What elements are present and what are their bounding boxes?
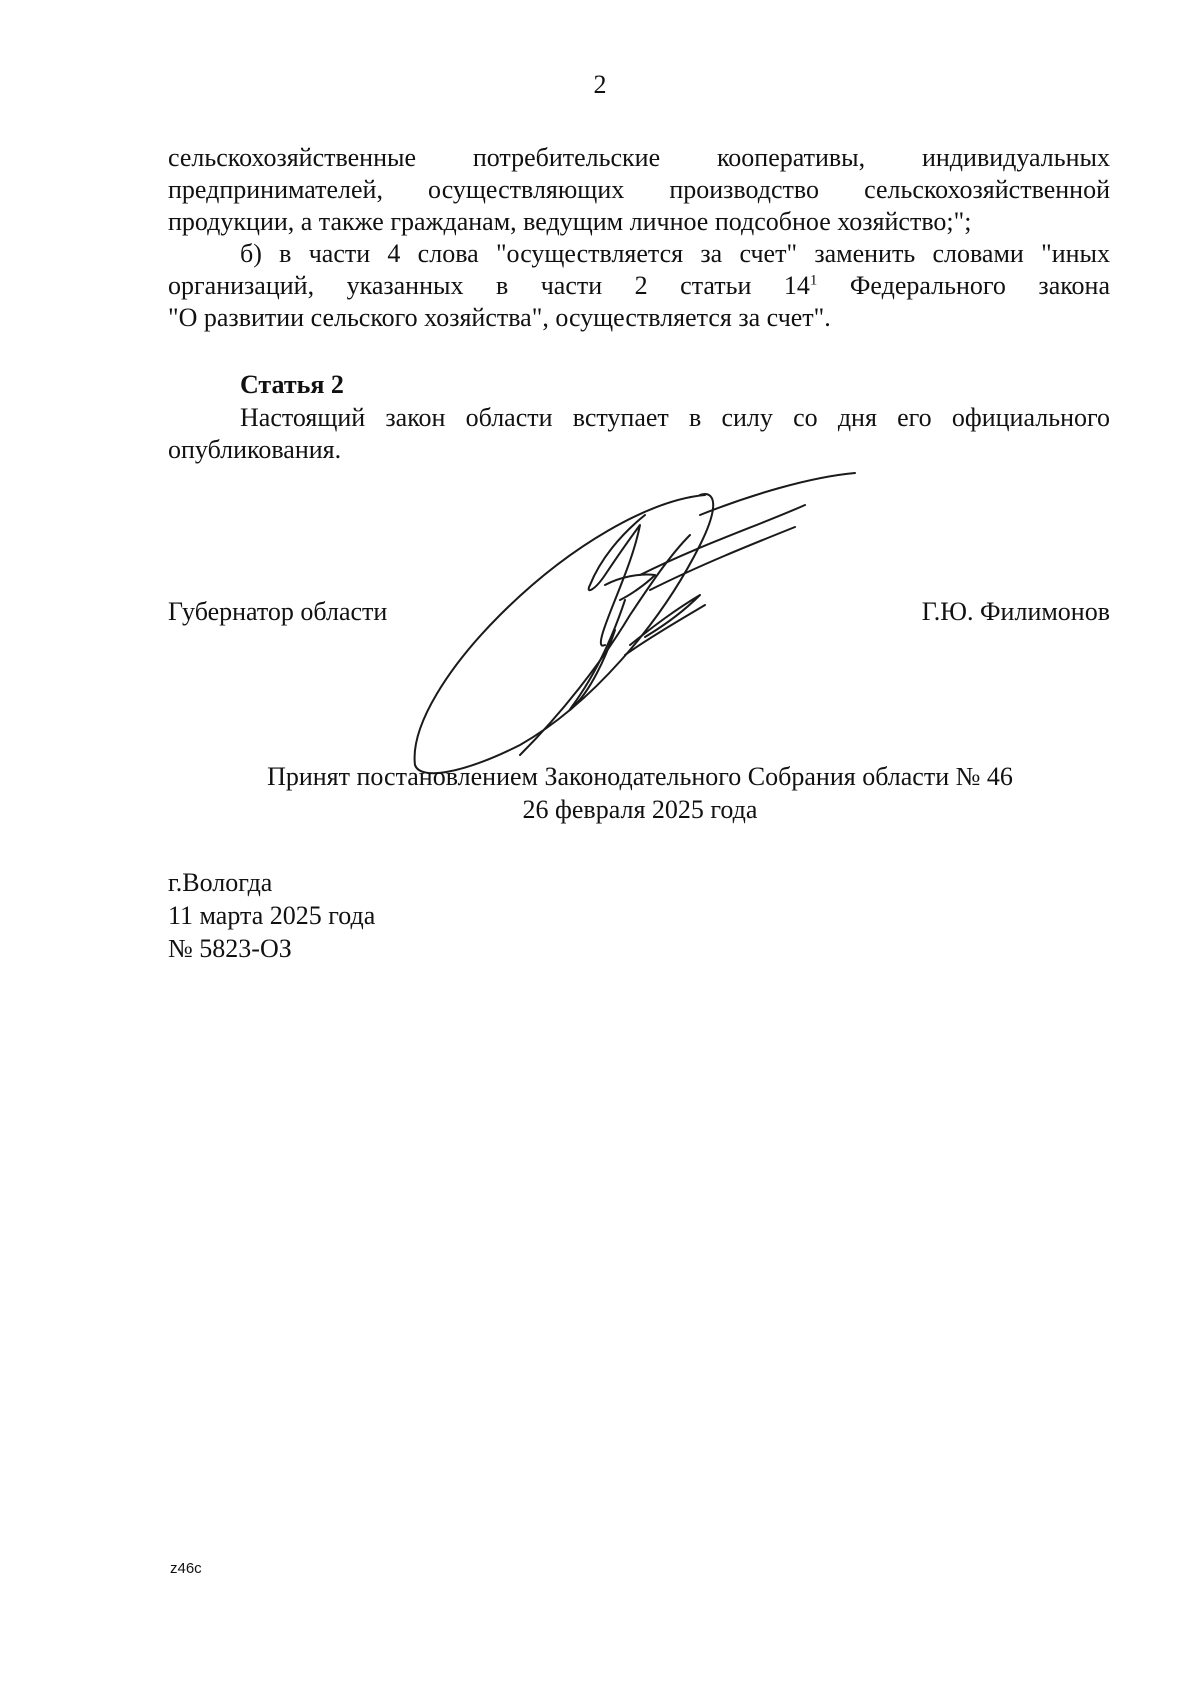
text-fragment: Федерального закона [817,271,1110,300]
text-line: сельскохозяйственные потребительские кооперативы, индивидуальных [168,143,1110,172]
text-line: продукции, а также гражданам, ведущим личное подсобное хозяйство;"; [168,207,972,236]
text-fragment: организаций, указанных в части 2 статьи 14 [168,271,810,300]
text-line: "О развитии сельского хозяйства", осуществляется за счет". [168,303,831,332]
adoption-resolution: Принят постановлением Законодательного Собрания области № 46 [267,762,1013,791]
adoption-date: 26 февраля 2025 года [522,795,758,824]
article-2-body [168,402,1110,466]
paragraph-cooperatives [168,142,1110,238]
text-line [168,270,1110,302]
text-line: опубликования. [168,435,342,464]
signing-date: 11 марта 2025 года [168,901,376,930]
page-number: 2 [593,70,607,99]
document-code: z46c [170,1560,202,1577]
city: г.Вологда [168,868,273,897]
text-line: Настоящий закон области вступает в силу со дня его официального [240,403,1110,432]
handwritten-signature [400,465,920,785]
signer-role: Губернатор области [168,597,388,626]
paragraph-amendment-b [168,238,1110,334]
signer-name: Г.Ю. Филимонов [921,597,1110,626]
article-2-heading: Статья 2 [240,370,344,399]
text-line: б) в части 4 слова "осуществляется за счет" заменить словами "иных [240,239,1110,268]
law-number: № 5823-ОЗ [168,934,292,963]
superscript: 1 [809,272,818,289]
text-line: предпринимателей, осуществляющих производство сельскохозяйственной [168,175,1110,204]
